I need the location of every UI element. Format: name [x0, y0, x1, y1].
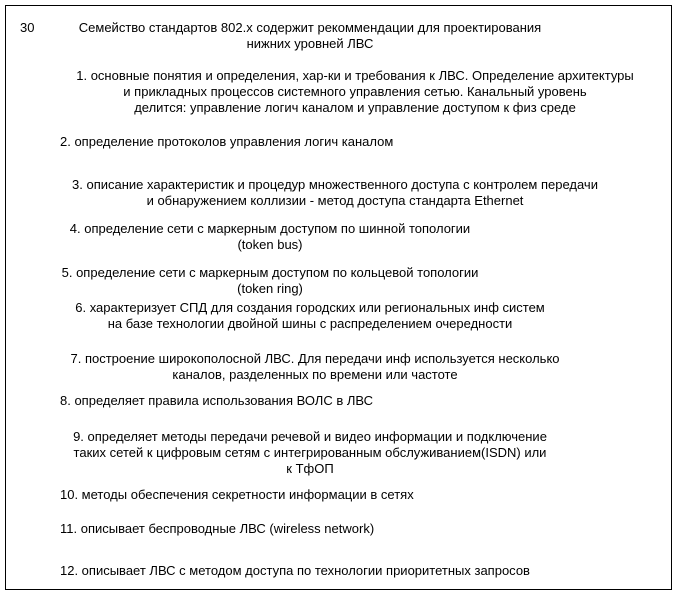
item-9-line-3: к ТфОП: [286, 461, 334, 476]
card-title-line-2: нижних уровней ЛВС: [246, 36, 374, 51]
item-6-line-1: 6. характеризует СПД для создания городских или региональных инф систем: [75, 300, 545, 315]
item-9-line-1: 9. определяет методы передачи речевой и видео информации и подключение: [73, 429, 547, 444]
item-4-line-2: (token bus): [237, 237, 303, 252]
item-1-line-1: 1. основные понятия и определения, хар-ки и требования к ЛВС. Определение архитектуры: [76, 68, 634, 83]
item-3-line-2: и обнаружением коллизии - метод доступа стандарта Ethernet: [146, 193, 524, 208]
item-2-line-1: 2. определение протоколов управления логич каналом: [60, 134, 394, 149]
item-9-line-2: таких сетей к цифровым сетям с интегрированным обслуживанием(ISDN) или: [73, 445, 547, 460]
item-5-line-1: 5. определение сети с маркерным доступом по кольцевой топологии: [61, 265, 479, 280]
item-6-line-2: на базе технологии двойной шины с распределением очередности: [107, 316, 513, 331]
item-1-line-3: делится: управление логич каналом и управление доступом к физ среде: [134, 100, 576, 115]
item-7-line-1: 7. построение широкополосной ЛВС. Для передачи инф используется несколько: [70, 351, 560, 366]
card-number: 30: [20, 20, 35, 35]
item-7-line-2: каналов, разделенных по времени или частоте: [172, 367, 458, 382]
item-8-line-1: 8. определяет правила использования ВОЛС в ЛВС: [60, 393, 374, 408]
card-title-line-1: Семейство стандартов 802.x содержит рекоммендации для проектирования: [78, 20, 542, 35]
item-11-line-1: 11. описывает беспроводные ЛВС (wireless network): [60, 521, 375, 536]
item-4-line-1: 4. определение сети с маркерным доступом по шинной топологии: [69, 221, 471, 236]
item-12-line-1: 12. описывает ЛВС с методом доступа по технологии приоритетных запросов: [60, 563, 530, 578]
item-10-line-1: 10. методы обеспечения секретности информации в сетях: [60, 487, 414, 502]
item-5-line-2: (token ring): [237, 281, 303, 296]
item-3-line-1: 3. описание характеристик и процедур множественного доступа с контролем передачи: [72, 177, 598, 192]
item-1-line-2: и прикладных процессов системного управления сетью. Канальный уровень: [123, 84, 587, 99]
